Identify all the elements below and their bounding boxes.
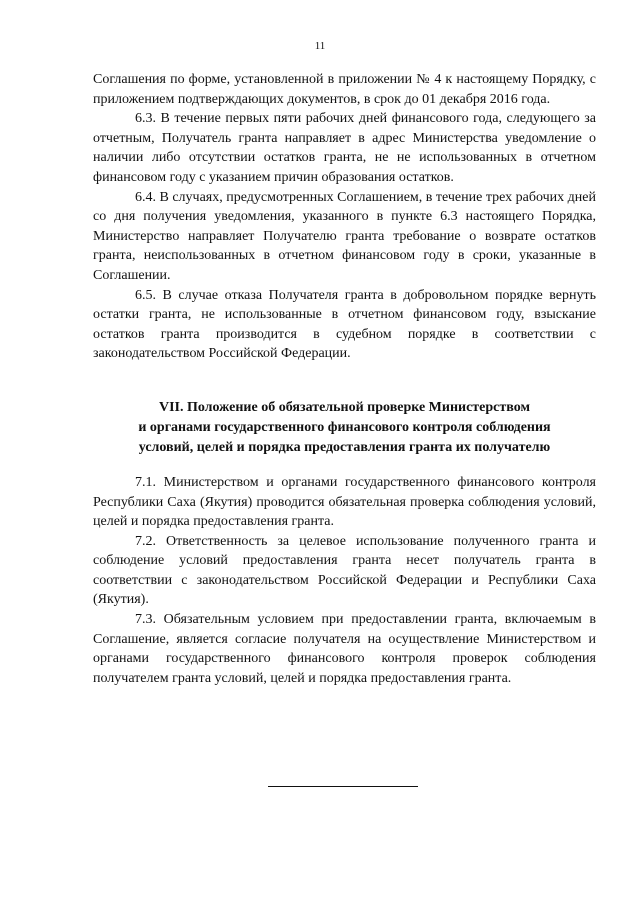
page-number: 11: [314, 40, 326, 52]
paragraph-6-4: 6.4. В случаях, предусмотренных Соглашением, в течение трех рабочих дней со дня получения уведомления, указанного в пункте 6.3 настоящего Порядка, Министерство направляет Получателю гранта требование о возврате остатков гранта, неиспользованных в отчетном финансовом году в сроки, указанные в Соглашении.: [93, 189, 596, 283]
section-heading-line-2: и органами государственного финансового контроля соблюдения: [138, 419, 551, 435]
document-body: [93, 70, 596, 688]
paragraph-7-2: 7.2. Ответственность за целевое использование полученного гранта и соблюдение условий предоставления гранта несет получатель гранта в соответствии с законодательством Российской Федерации и Республики Саха (Якутия).: [93, 533, 596, 608]
paragraph-7-1: 7.1. Министерством и органами государственного финансового контроля Республики Саха (Якутия) проводится обязательная проверка соблюдения условий, целей и порядка предоставления гранта.: [93, 474, 596, 530]
paragraph-continuation: Соглашения по форме, установленной в приложении № 4 к настоящему Порядку, с приложением подтверждающих документов, в срок до 01 декабря 2016 года.: [93, 72, 596, 107]
end-separator-line: [268, 786, 418, 787]
section-heading: [93, 398, 596, 458]
paragraph-7-3: 7.3. Обязательным условием при предоставлении гранта, включаемым в Соглашение, является согласие получателя на осуществление Министерством и органами государственного финансового контроля проверок соблюдения получателем гранта условий, целей и порядка предоставления гранта.: [93, 612, 596, 686]
section-heading-line-1: VII. Положение об обязательной проверке Министерством: [158, 399, 531, 415]
section-heading-line-3: условий, целей и порядка предоставления гранта их получателю: [138, 439, 551, 455]
paragraph-6-3: 6.3. В течение первых пяти рабочих дней финансового года, следующего за отчетным, Получатель гранта направляет в адрес Министерства уведомление о наличии либо отсутствии остатков гранта, не не использованных в отчетном финансовом году с указанием причин образования остатков.: [93, 111, 596, 185]
paragraph-6-5: 6.5. В случае отказа Получателя гранта в добровольном порядке вернуть остатки гранта, не использованные в отчетном финансовом году, взыскание остатков гранта производится в судебном порядке в соответствии с законодательством Российской Федерации.: [93, 287, 596, 362]
